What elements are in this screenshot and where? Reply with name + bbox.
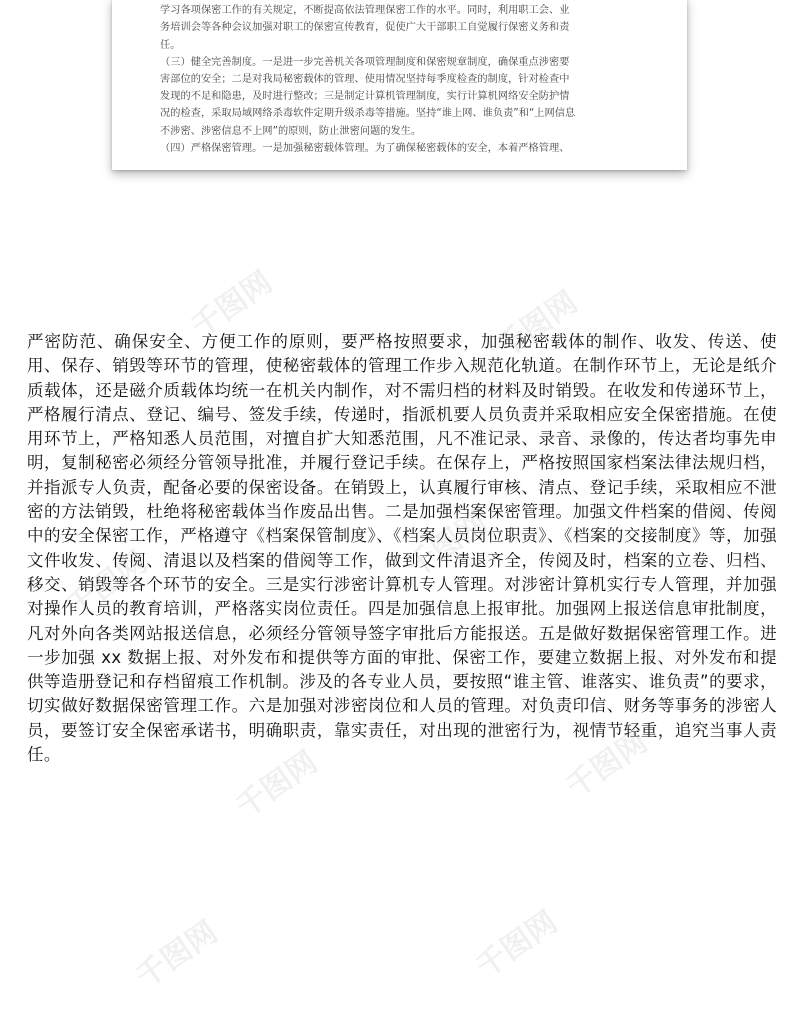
preview-line: 学习各项保密工作的有关规定，不断提高依法管理保密工作的水平。同时，利用职工会、业 bbox=[160, 5, 570, 17]
watermark: 千图网 bbox=[490, 284, 584, 366]
preview-line: 害部位的安全；二是对我局秘密载体的管理、使用情况坚持每季度检查的制度，针对检查中 bbox=[160, 74, 570, 86]
watermark: 千图网 bbox=[560, 724, 654, 806]
watermark: 千图网 bbox=[185, 264, 279, 346]
preview-text-block bbox=[160, 0, 660, 157]
watermark: 千图网 bbox=[470, 904, 564, 986]
preview-line: 任。 bbox=[160, 39, 181, 51]
preview-line: （三）健全完善制度。一是进一步完善机关各项管理制度和保密规章制度，确保重点涉密要 bbox=[160, 56, 570, 68]
preview-line: 发现的不足和隐患，及时进行整改；三是制定计算机管理制度，实行计算机网络安全防护情 bbox=[160, 91, 570, 103]
preview-line: 务培训会等各种会议加强对职工的保密宣传教育，促使广大干部职工自觉履行保密义务和责 bbox=[160, 22, 570, 34]
document-body bbox=[27, 330, 777, 767]
watermark: 千图网 bbox=[230, 744, 324, 826]
preview-line: （四）严格保密管理。一是加强秘密载体管理。为了确保秘密载体的安全，本着严格管理、 bbox=[160, 142, 570, 154]
preview-line: 况的检查，采取局域网络杀毒软件定期升级杀毒等措施。坚持“谁上网、谁负责”和“上网信息 bbox=[160, 108, 576, 120]
watermark: 千图网 bbox=[130, 914, 224, 996]
body-paragraph: 严密防范、确保安全、方便工作的原则，要严格按照要求，加强秘密载体的制作、收发、传送、使用、保存、销毁等环节的管理，使秘密载体的管理工作步入规范化轨道。在制作环节上，无论是纸介质载体，还是磁介质载体均统一在机关内制作，对不需归档的材料及时销毁。在收发和传递环节上，严格履行清点、登记、编号、签发手续，传递时，指派机要人员负责并采取相应安全保密措施。在使用环节上，严格知悉人员范围，对擅自扩大知悉范围，凡不准记录、录音、录像的，传达者均事先申明，复制秘密必须经分管领导批准，并履行登记手续。在保存上，严格按照国家档案法律法规归档，并指派专人负责，配备必要的保密设备。在销毁上，认真履行审核、清点、登记手续，采取相应不泄密的方法销毁，杜绝将秘密载体当作废品出售。二是加强档案保密管理。加强文件档案的借阅、传阅中的安全保密工作，严格遵守《档案保管制度》、《档案人员岗位职责》、《档案的交接制度》等，加强文件收发、传阅、清退以及档案的借阅等工作，做到文件清退齐全，传阅及时，档案的立卷、归档、移交、销毁等各个环节的安全。三是实行涉密计算机专人管理。对涉密计算机实行专人管理，并加强对操作人员的教育培训，严格落实岗位责任。四是加强信息上报审批。加强网上报送信息审批制度，凡对外向各类网站报送信息，必须经分管领导签字审批后方能报送。五是做好数据保密管理工作。进一步加强 xx 数据上报、对外发布和提供等方面的审批、保密工作，要建立数据上报、对外发布和提供等造册登记和存档留痕工作机制。涉及的各专业人员，要按照“谁主管、谁落实、谁负责”的要求，切实做好数据保密管理工作。六是加强对涉密岗位和人员的管理。对负责印信、财务等事务的涉密人员，要签订安全保密承诺书，明确职责，靠实责任，对出现的泄密行为，视情节轻重，追究当事人责任。 bbox=[27, 332, 777, 765]
preview-line: 不涉密、涉密信息不上网”的原则，防止泄密问题的发生。 bbox=[160, 125, 422, 137]
document-preview-card bbox=[112, 0, 687, 170]
watermark: 千图网 bbox=[60, 544, 154, 626]
watermark: 千图网 bbox=[400, 504, 494, 586]
